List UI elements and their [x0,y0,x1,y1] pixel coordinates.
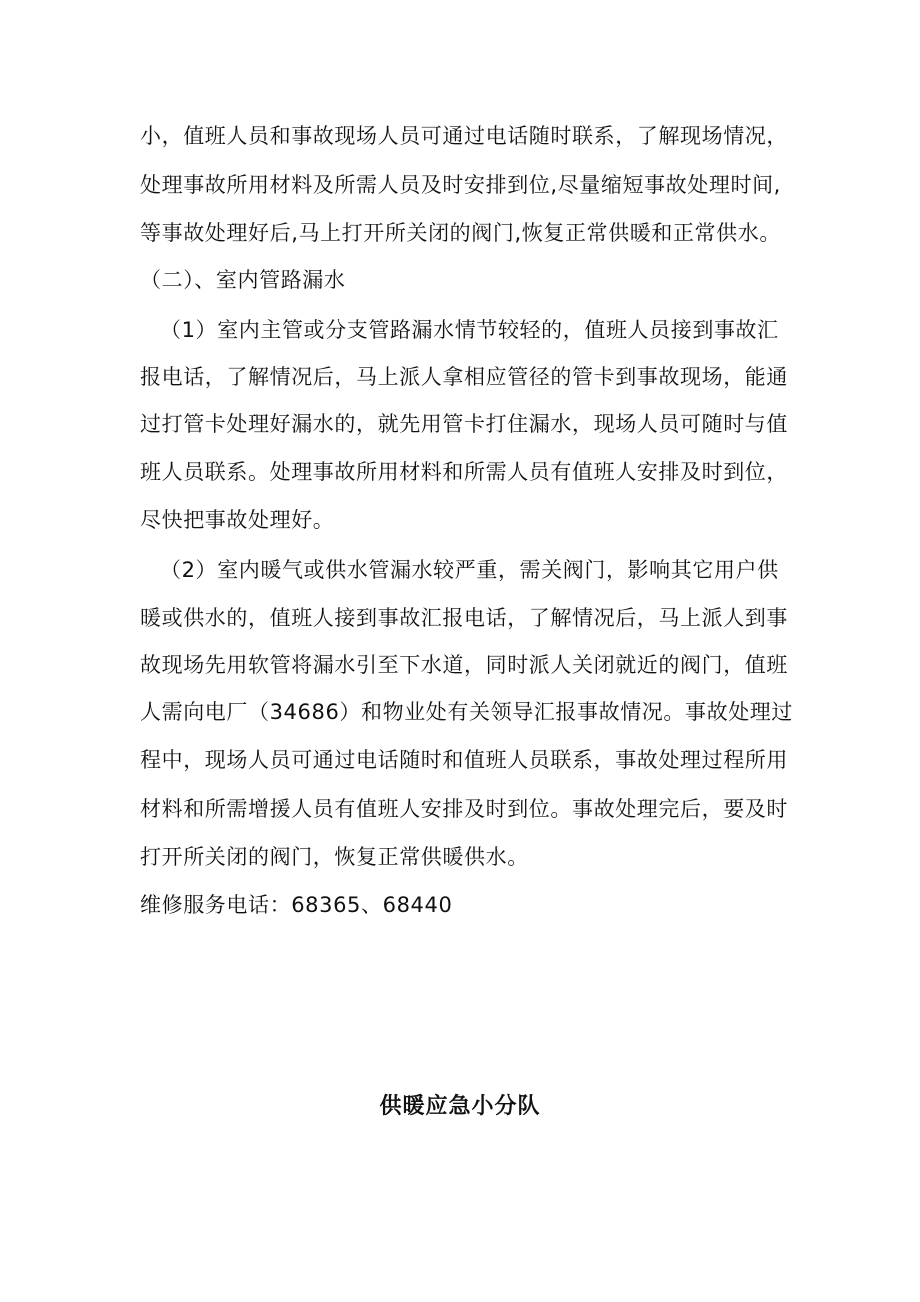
item-2-line-5: 程中，现场人员可通过电话随时和值班人员联系，事故处理过程所用 [140,748,788,772]
subheading-indoor-leak: （二）、室内管路漏水 [140,268,346,292]
item-2-line-3: 故现场先用软管将漏水引至下水道，同时派人关闭就近的阀门，值班 [140,653,788,677]
item-1-line-3: 过打管卡处理好漏水的，就先用管卡打住漏水，现场人员可随时与值 [140,412,788,436]
item-1-line-2: 报电话，了解情况后，马上派人拿相应管径的管卡到事故现场，能通 [140,365,788,389]
item-1-line-5: 尽快把事故处理好。 [140,508,335,532]
section-title: 供暖应急小分队 [379,1094,541,1119]
paragraph-line-2: 处理事故所用材料及所需人员及时安排到位,尽量缩短事故处理时间, [140,173,781,197]
item-2-line-7: 打开所关闭的阀门，恢复正常供暖供水。 [140,845,529,869]
item-2-line-1: （2）室内暖气或供水管漏水较严重，需关阀门，影响其它用户供 [160,558,779,582]
item-1-line-1: （1）室内主管或分支管路漏水情节较轻的，值班人员接到事故汇 [160,318,779,342]
paragraph-line-3: 等事故处理好后,马上打开所关闭的阀门,恢复正常供暖和正常供水。 [140,221,781,245]
item-1-line-4: 班人员联系。处理事故所用材料和所需人员有值班人安排及时到位， [140,460,788,484]
item-2-line-4: 人需向电厂（34686）和物业处有关领导汇报事故情况。事故处理过 [140,700,794,724]
service-phone-line: 维修服务电话：68365、68440 [140,893,453,917]
paragraph-line-1: 小，值班人员和事故现场人员可通过电话随时联系，了解现场情况， [140,124,788,148]
item-2-line-6: 材料和所需增援人员有值班人安排及时到位。事故处理完后，要及时 [140,797,788,821]
item-2-line-2: 暖或供水的，值班人接到事故汇报电话，了解情况后，马上派人到事 [140,606,788,630]
